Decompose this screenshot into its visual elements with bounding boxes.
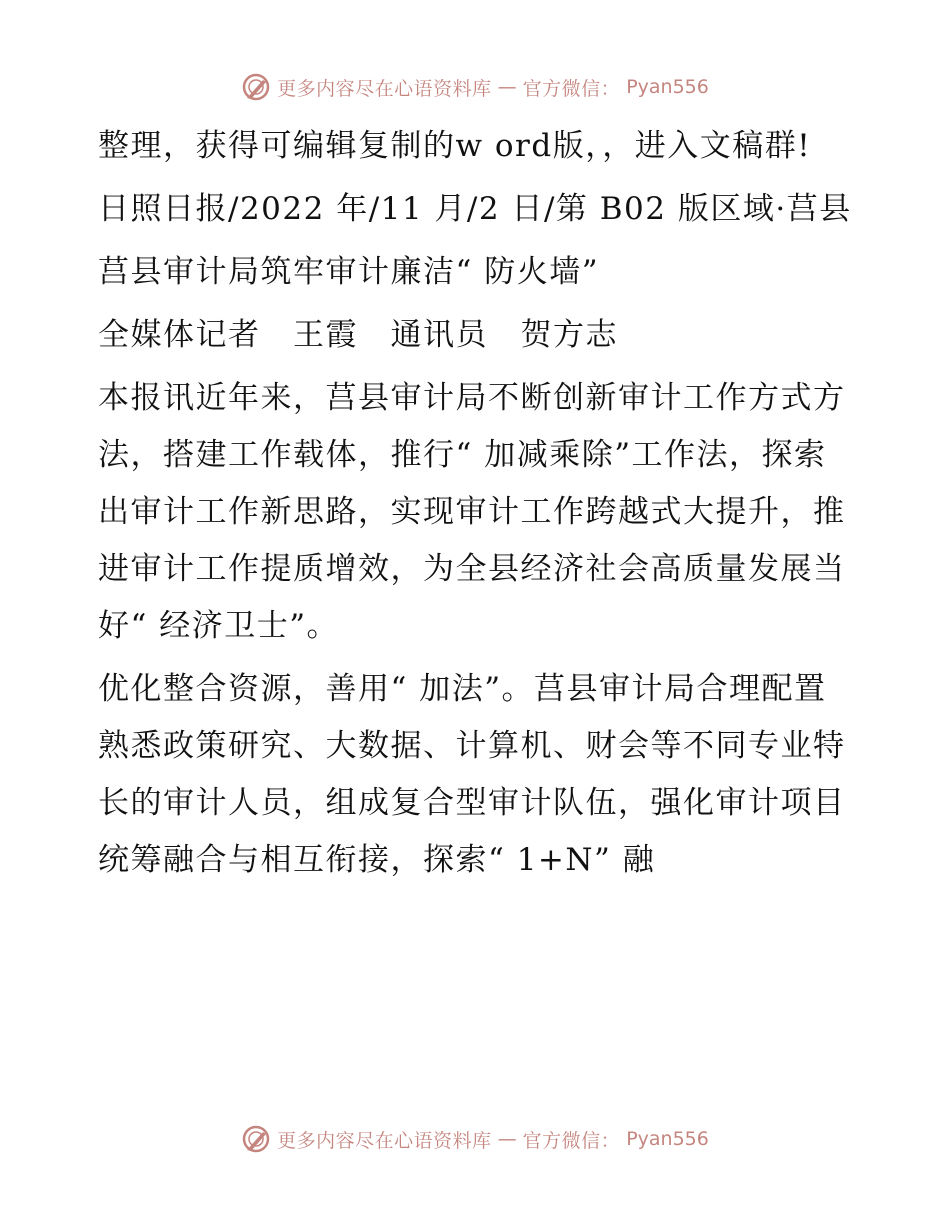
watermark-text: 更多内容尽在心语资料库 [277,1129,492,1152]
watermark-header [0,72,950,102]
quill-seal-logo-icon [241,72,271,102]
article-title: 莒县审计局筑牢审计廉洁“ 防火墙” [98,254,600,290]
watermark-dash: — [497,1128,517,1150]
article-byline: 全媒体记者 王霞 通讯员 贺方志 [98,317,618,353]
watermark-text: 更多内容尽在心语资料库 [277,77,492,100]
watermark-footer [0,1124,950,1154]
watermark-handle: Pyan556 [626,1128,709,1150]
paragraph-lead: 本报讯近年来，莒县审计局不断创新审计工作方式方法，搭建工作载体，推行“ 加减乘除”工作法，探索出审计工作新思路，实现审计工作跨越式大提升，推进审计工作提质增效，为全县经济社会高质量发展当好“ 经济卫士”。 [98,380,846,644]
paragraph-addition: 优化整合资源，善用“ 加法”。莒县审计局合理配置熟悉政策研究、大数据、计算机、财会等不同专业特长的审计人员，组成复合型审计队伍，强化审计项目统筹融合与相互衔接，探索“ 1+N” 融 [98,671,846,878]
paragraph-intro: 整理，获得可编辑复制的w ord版，，进入文稿群! [98,128,812,164]
watermark-dash: — [497,76,517,98]
watermark-label: 官方微信： [522,1129,621,1152]
watermark-label: 官方微信： [522,77,621,100]
quill-seal-logo-icon [241,1124,271,1154]
paragraph-source: 日照日报/2022 年/11 月/2 日/第 B02 版区域·莒县 [98,191,852,227]
watermark-handle: Pyan556 [626,76,709,98]
document-body [98,118,858,895]
